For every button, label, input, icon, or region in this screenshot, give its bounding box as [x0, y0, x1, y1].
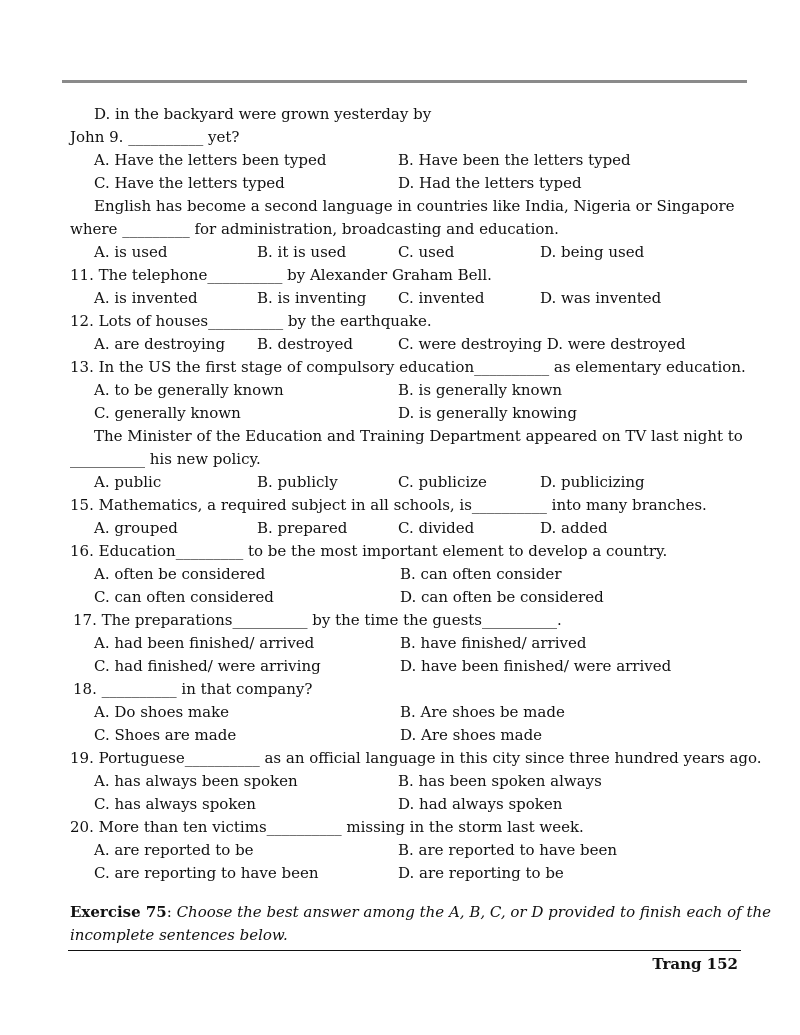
text-line: B. Are shoes be made [400, 703, 565, 721]
text-line: C. generally known [94, 404, 241, 422]
text-line: A. to be generally known [94, 381, 284, 399]
text-line: B. is generally known [398, 381, 563, 399]
text-line: English has become a second language in countries like India, Nigeria or Singapore [94, 197, 735, 215]
text-line: 18. __________ in that company? [73, 680, 313, 698]
footer-rule [68, 950, 741, 951]
text-line: C. Have the letters typed [94, 174, 285, 192]
text-line: B. Have been the letters typed [398, 151, 631, 169]
text-line: 11. The telephone__________ by Alexander Graham Bell. [70, 266, 492, 284]
text-line: B. destroyed [257, 335, 353, 353]
text-line: A. grouped [94, 519, 178, 537]
text-line: D. being used [540, 243, 645, 261]
exercise-instruction-2: incomplete sentences below. [70, 926, 288, 944]
text-line: A. is invented [94, 289, 198, 307]
exercise-heading [70, 903, 771, 921]
text-line: D. have been finished/ were arrived [400, 657, 672, 675]
text-line: A. had been finished/ arrived [94, 634, 315, 652]
text-line: D. Had the letters typed [398, 174, 582, 192]
text-line: C. Shoes are made [94, 726, 237, 744]
text-line: D. can often be considered [400, 588, 604, 606]
text-line: D. Are shoes made [400, 726, 543, 744]
text-line: A. are reported to be [94, 841, 254, 859]
text-line: C. publicize [398, 473, 487, 491]
text-line: D. was invented [540, 289, 662, 307]
text-line: B. has been spoken always [398, 772, 602, 790]
text-line: 17. The preparations__________ by the time the guests__________. [73, 611, 562, 629]
text-line: B. prepared [257, 519, 348, 537]
text-line: 19. Portuguese__________ as an official language in this city since three hundred years ago. [70, 749, 762, 767]
text-line: C. divided [398, 519, 475, 537]
text-line: B. can often consider [400, 565, 562, 583]
text-line: B. have finished/ arrived [400, 634, 587, 652]
text-line: A. has always been spoken [94, 772, 298, 790]
text-line: D. added [540, 519, 608, 537]
text-line: 13. In the US the first stage of compulsory education__________ as elementary education. [70, 358, 746, 376]
text-line: C. are reporting to have been [94, 864, 319, 882]
header-rule [62, 80, 747, 83]
exercise-separator: : [166, 903, 177, 921]
text-line: 20. More than ten victims__________ missing in the storm last week. [70, 818, 584, 836]
text-line: C. had finished/ were arriving [94, 657, 321, 675]
text-line: B. are reported to have been [398, 841, 618, 859]
text-line: A. are destroying [94, 335, 226, 353]
text-line: B. it is used [257, 243, 347, 261]
text-line: B. is inventing [257, 289, 367, 307]
text-line: B. publicly [257, 473, 338, 491]
text-line: __________ his new policy. [70, 450, 261, 468]
text-line: A. often be considered [94, 565, 266, 583]
text-line: A. public [94, 473, 162, 491]
text-line: The Minister of the Education and Training Department appeared on TV last night to [94, 427, 743, 445]
text-line: D. had always spoken [398, 795, 563, 813]
text-line: John 9. __________ yet? [70, 128, 240, 146]
text-line: C. were destroying D. were destroyed [398, 335, 686, 353]
text-line: where _________ for administration, broadcasting and education. [70, 220, 559, 238]
exercise-instruction-1: Choose the best answer among the A, B, C, or D provided to finish each of the [176, 903, 772, 921]
text-line: C. can often considered [94, 588, 274, 606]
page-number: Trang 152 [652, 955, 738, 973]
text-line: D. is generally knowing [398, 404, 577, 422]
text-line: C. used [398, 243, 455, 261]
text-line: 12. Lots of houses__________ by the earthquake. [70, 312, 432, 330]
exercise-title: Exercise 75 [70, 903, 167, 921]
text-line: D. publicizing [540, 473, 645, 491]
text-line: A. Have the letters been typed [94, 151, 327, 169]
text-line: A. Do shoes make [94, 703, 230, 721]
text-line: D. are reporting to be [398, 864, 564, 882]
text-line: C. has always spoken [94, 795, 256, 813]
text-line: A. is used [94, 243, 168, 261]
text-line: D. in the backyard were grown yesterday by [94, 105, 432, 123]
text-line: C. invented [398, 289, 485, 307]
text-line: 16. Education_________ to be the most important element to develop a country. [70, 542, 668, 560]
text-line: 15. Mathematics, a required subject in all schools, is__________ into many branches. [70, 496, 707, 514]
